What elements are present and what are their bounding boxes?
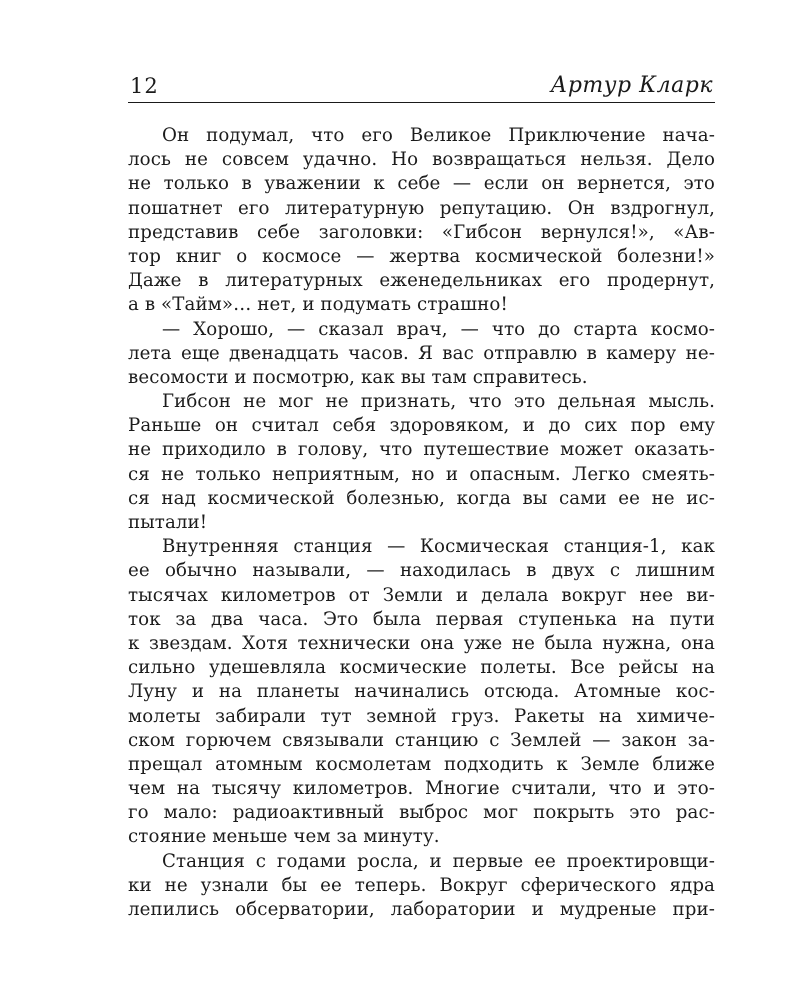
paragraph-line: не только в уважении к себе — если он вернется, это [128, 173, 715, 195]
paragraph-line: ся не только неприятным, но и опасным. Легко смеять- [128, 463, 715, 485]
paragraph-line: стояние меньше чем за минуту. [128, 826, 440, 848]
paragraph-line: ки не узнали бы ее теперь. Вокруг сферического ядра [128, 874, 715, 896]
paragraph-line: представив себе заголовки: «Гибсон вернулся!», «Ав- [128, 221, 715, 243]
paragraph-line: пошатнет его литературную репутацию. Он вздрогнул, [128, 197, 715, 219]
paragraph-line: а в «Тайм»… нет, и подумать страшно! [128, 294, 508, 316]
paragraph-line: прещал атомным космолетам подходить к Земле ближе [128, 753, 715, 775]
paragraph-line: ее обычно называли, — находилась в двух с лишним [128, 560, 715, 582]
paragraph-line: ском горючем связывали станцию с Землей — закон за- [128, 729, 715, 751]
paragraph-line: пытали! [128, 512, 208, 533]
page-number: 12 [130, 74, 159, 98]
running-header [128, 72, 715, 103]
paragraph-line: Раньше он считал себя здоровяком, и до сих пор ему [128, 415, 715, 437]
book-author: Артур Кларк [550, 73, 713, 98]
paragraph-line: ся над космической болезнью, когда вы сами ее не ис- [128, 487, 715, 509]
paragraph-line: сильно удешевляла космические полеты. Все рейсы на [128, 657, 715, 679]
paragraph-line: тысячах километров от Земли и делала вокруг нее ви- [128, 584, 715, 606]
paragraph-line: Станция с годами росла, и первые ее проектировщи- [162, 850, 715, 872]
paragraph-line: тор книг о космосе — жертва космической болезни!» [128, 245, 715, 267]
paragraph-line: Луну и на планеты начинались отсюда. Атомные кос- [128, 681, 715, 703]
paragraph-line: лось не совсем удачно. Но возвращаться нельзя. Дело [128, 149, 715, 171]
paragraph-line: к звездам. Хотя технически она уже не была нужна, она [128, 632, 715, 654]
paragraph-line: Внутренняя станция — Космическая станция-1, как [162, 536, 715, 558]
paragraph-line: не приходило в голову, что путешествие может оказать- [128, 439, 715, 461]
paragraph-line: Гибсон не мог не признать, что это дельная мысль. [162, 391, 715, 413]
paragraph-line: ток за два часа. Это была первая ступенька на пути [128, 608, 715, 630]
paragraph-line: лета еще двенадцать часов. Я вас отправлю в камеру не- [128, 342, 715, 364]
paragraph-line: лепились обсерватории, лаборатории и мудреные при- [128, 899, 715, 920]
paragraph-line: го мало: радиоактивный выброс мог покрыть это рас- [128, 802, 715, 824]
paragraph-line: чем на тысячу километров. Многие считали, что и это- [128, 778, 715, 800]
paragraph-line: — Хорошо, — сказал врач, — что до старта космо- [162, 318, 715, 340]
body-text [128, 124, 715, 922]
paragraph-line: Даже в литературных еженедельниках его продернут, [128, 270, 715, 292]
paragraph-line: весомости и посмотрю, как вы там справитесь. [128, 366, 588, 388]
paragraph-line: Он подумал, что его Великое Приключение нача- [162, 125, 715, 146]
paragraph-line: молеты забирали тут земной груз. Ракеты на химиче- [128, 705, 715, 727]
